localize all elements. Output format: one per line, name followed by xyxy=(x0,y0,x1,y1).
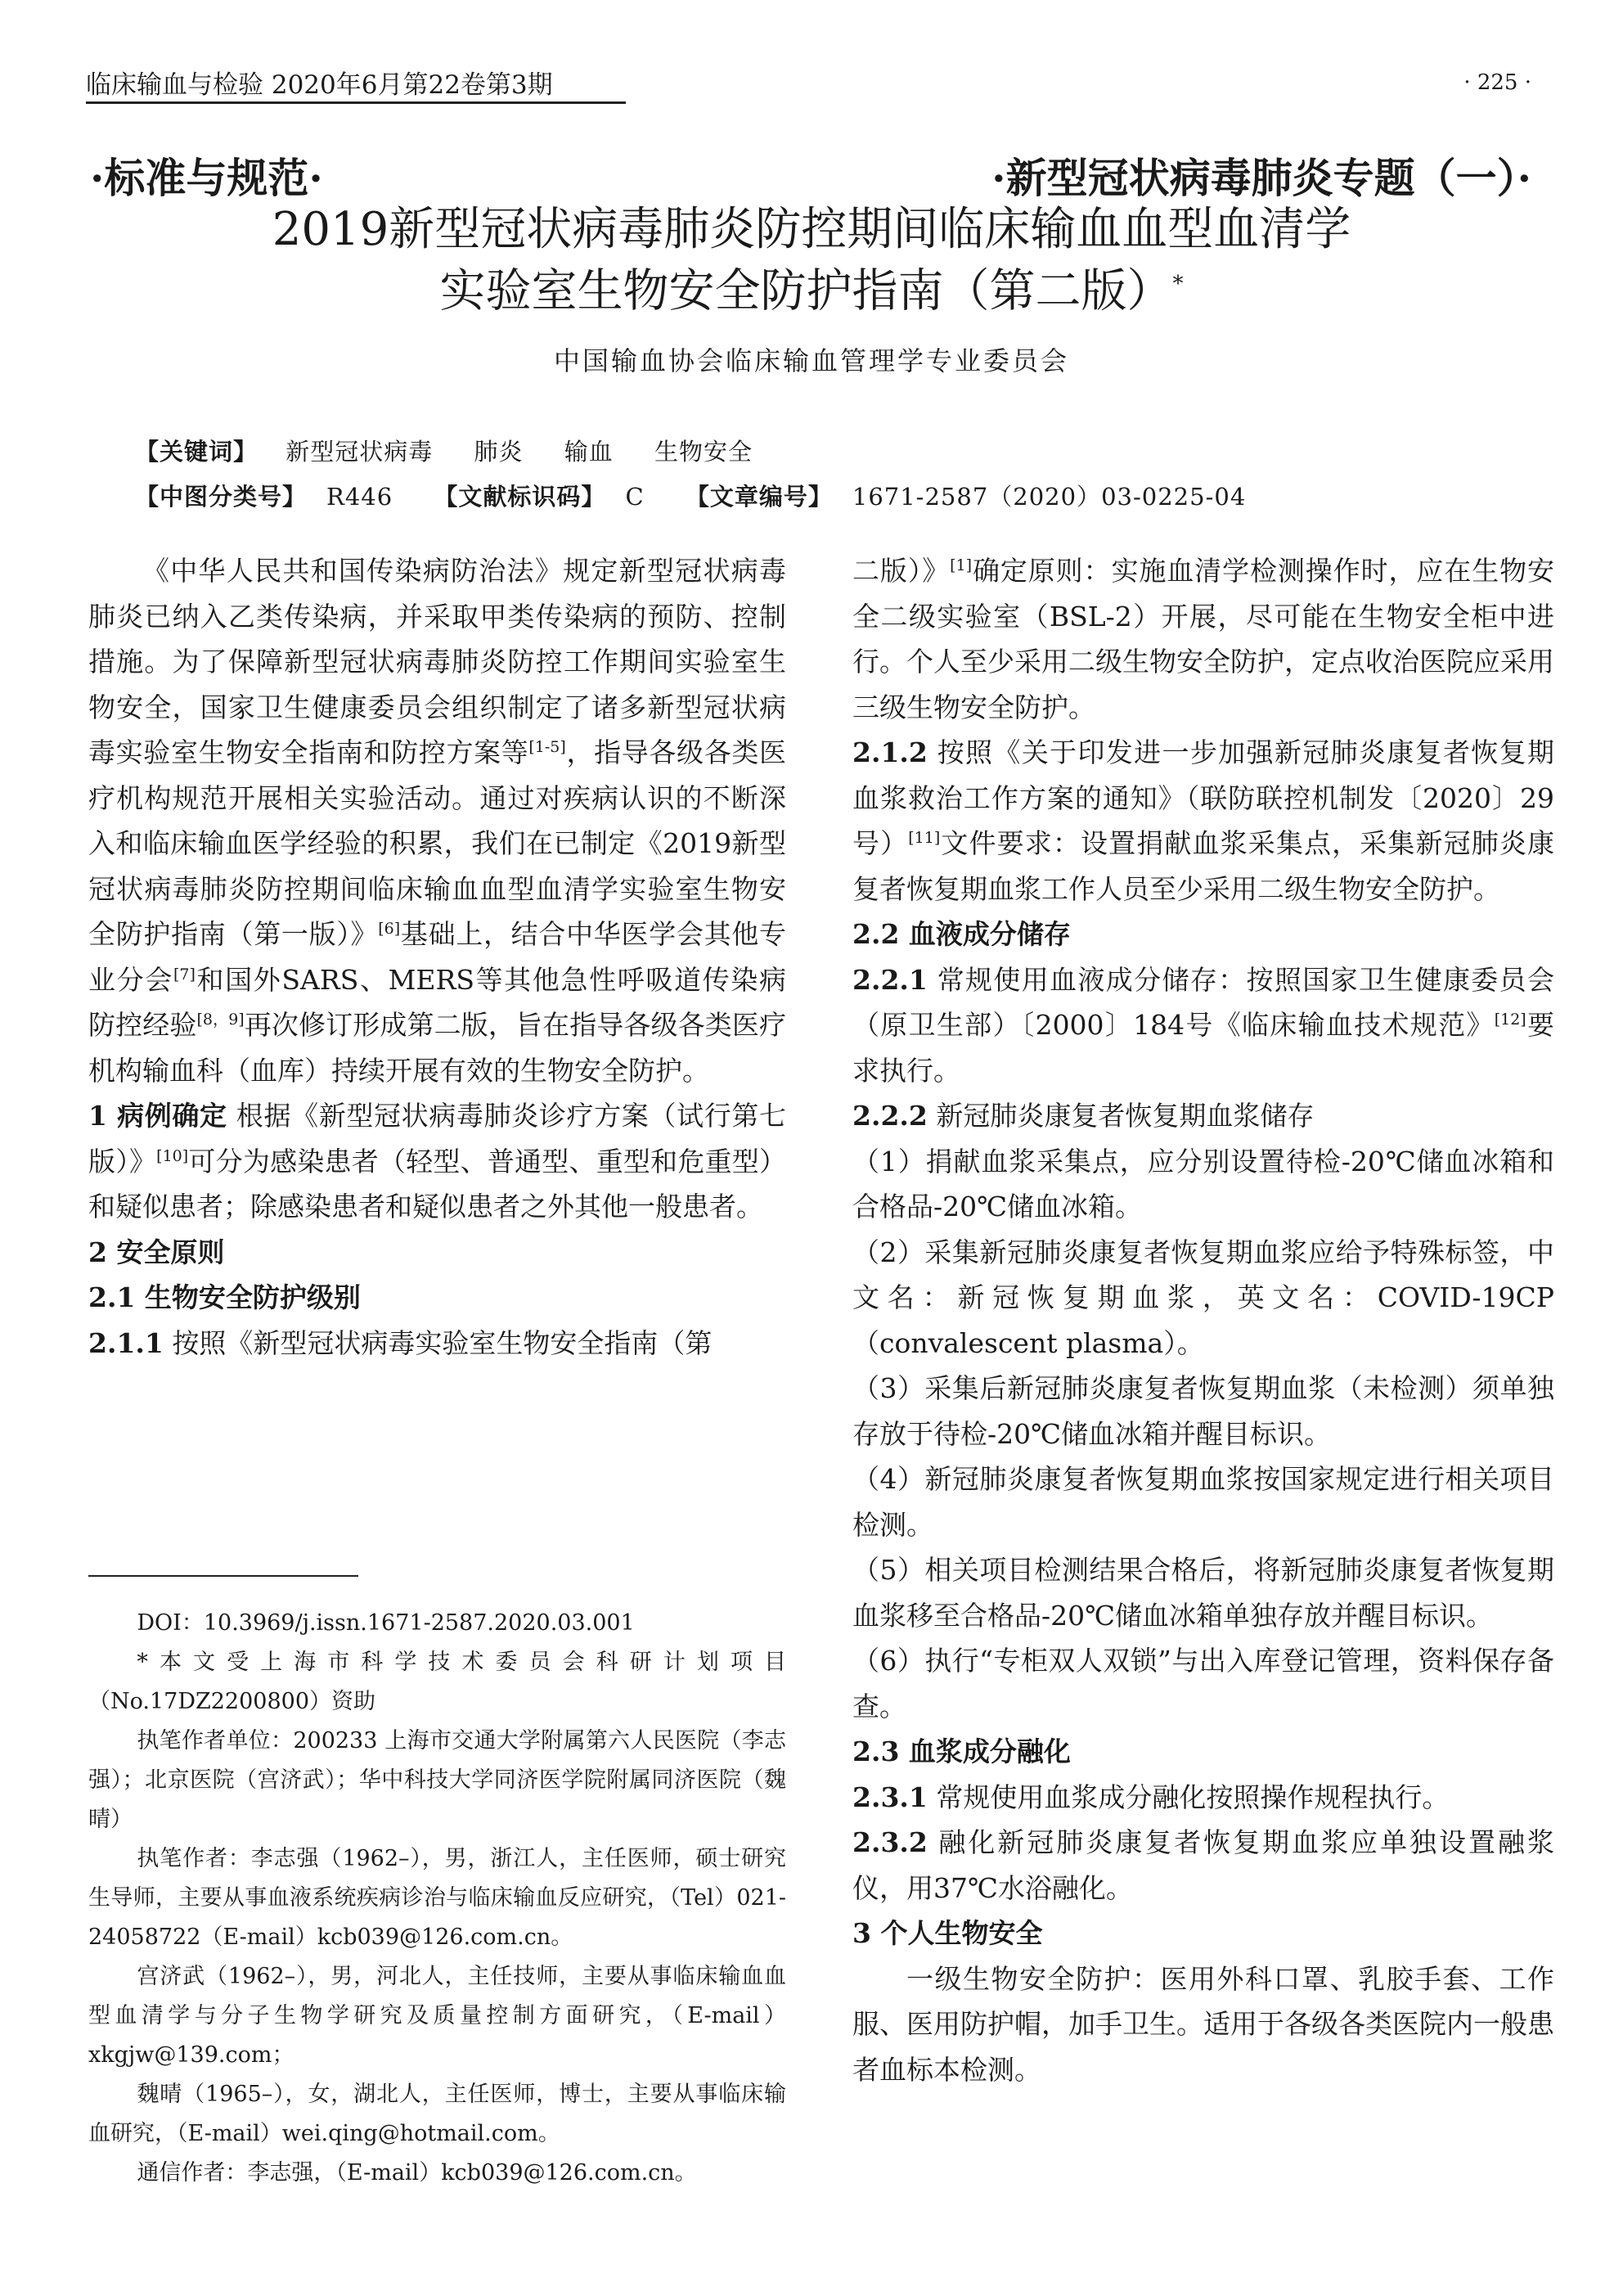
section-2-2-2-paragraph: 2.2.2 新冠肺炎康复者恢复期血浆储存 xyxy=(852,1100,1315,1132)
right-column xyxy=(852,548,1554,2092)
author-bio: 魏晴（1965–），女，湖北人，主任医师，博士，主要从事临床输血研究，（E-mail）wei.qing@hotmail.com。 xyxy=(88,2082,786,2146)
article-number-value: 1671-2587（2020）03-0225-04 xyxy=(852,483,1247,511)
section-2-1-2-heading: 2.1.2 xyxy=(852,736,928,768)
citation: [7] xyxy=(173,965,196,984)
section-2-2-heading: 2.2 血液成分储存 xyxy=(852,918,1071,950)
section-2-1-1-heading: 2.1.1 xyxy=(88,1326,164,1359)
author-bio: 宫济武（1962–），男，河北人，主任技师，主要从事临床输血血型血清学与分子生物学研究及质量控制方面研究，（E-mail）xkgjw@139.com； xyxy=(88,1964,786,2068)
corresponding-author: 通信作者：李志强，（E-mail）kcb039@126.com.cn。 xyxy=(137,2160,697,2186)
intro-paragraph: 《中华人民共和国传染病防治法》规定新型冠状病毒肺炎已纳入乙类传染病，并采取甲类传染病的预防、控制措施。为了保障新型冠状病毒肺炎防控工作期间实验室生物安全，国家卫生健康委员会组织制定了诸多新型冠状病毒实验室生物安全指南和防控方案等[1-5]，指导各级各类医疗机构规范开展相关实验活动。通过对疾病认识的不断深入和临床输血医学经验的积累，我们在已制定《2019新型冠状病毒肺炎防控期间临床输血血型血清学实验室生物安全防护指南（第一版）》[6]基础上，结合中华医学会其他专业分会[7]和国外SARS、MERS等其他急性呼吸道传染病防控经验[8，9]再次修订形成第二版，旨在指导各级各类医疗机构输血科（血库）持续开展有效的生物安全防护。 xyxy=(88,555,787,1087)
left-column xyxy=(88,548,786,1366)
section-2-1-heading: 2.1 生物安全防护级别 xyxy=(88,1281,361,1313)
citation: [1] xyxy=(950,556,973,574)
footnote-rule xyxy=(88,1575,358,1577)
list-item: （5）相关项目检测结果合格后，将新冠肺炎康复者恢复期血浆移至合格品-20℃储血冰箱单独存放并醒目标识。 xyxy=(852,1554,1554,1632)
clc-label: 【中图分类号】 xyxy=(135,483,308,511)
author-units: 执笔作者单位：200233 上海市交通大学附属第六人民医院（李志强）；北京医院（宫济武）；华中科技大学同济医学院附属同济医院（魏晴） xyxy=(88,1728,786,1832)
section-3-heading: 3 个人生物安全 xyxy=(852,1917,1043,1949)
section-2-3-2-paragraph: 2.3.2 融化新冠肺炎康复者恢复期血浆应单独设置融浆仪，用37℃水浴融化。 xyxy=(852,1826,1554,1904)
list-item: （3）采集后新冠肺炎康复者恢复期血浆（未检测）须单独存放于待检-20℃储血冰箱并醒目标识。 xyxy=(852,1372,1554,1450)
citation: [8，9] xyxy=(196,1011,245,1029)
section-2-1-1-paragraph: 2.1.1 按照《新型冠状病毒实验室生物安全指南（第 xyxy=(88,1326,713,1359)
section-2-2-1-heading: 2.2.1 xyxy=(852,963,928,996)
keyword: 肺炎 xyxy=(474,438,524,466)
author-bio: 执笔作者：李志强（1962–），男，浙江人，主任医师，硕士研究生导师，主要从事血液系统疾病诊治与临床输血反应研究，（Tel）021-24058722（E-mail）kcb039@126.com.cn。 xyxy=(88,1846,786,1950)
section-tag-standards: ·标准与规范· xyxy=(90,154,323,202)
citation: [11] xyxy=(908,829,941,847)
article-title xyxy=(0,203,1623,319)
clc-value: R446 xyxy=(326,483,393,511)
title-line-2: 实验室生物安全防护指南（第二版）* xyxy=(439,264,1184,318)
section-2-1-2-paragraph: 2.1.2 按照《关于印发进一步加强新冠肺炎康复者恢复期血浆救治工作方案的通知》（联防联控机制发〔2020〕29号）[11]文件要求：设置捐献血浆采集点，采集新冠肺炎康复者恢复期血浆工作人员至少采用二级生物安全防护。 xyxy=(852,736,1555,905)
section-2-3-2-heading: 2.3.2 xyxy=(852,1826,928,1858)
funding-note: *本文受上海市科学技术委员会科研计划项目（No.17DZ2200800）资助 xyxy=(88,1650,786,1714)
list-item: （2）采集新冠肺炎康复者恢复期血浆应给予特殊标签，中文名：新冠恢复期血浆，英文名：COVID-19CP（convalescent plasma）。 xyxy=(852,1236,1554,1359)
citation: [10] xyxy=(156,1146,189,1165)
keyword: 新型冠状病毒 xyxy=(285,438,434,466)
section-1-heading: 1 病例确定 xyxy=(88,1100,227,1132)
section-1-paragraph: 1 病例确定 根据《新型冠状病毒肺炎诊疗方案（试行第七版）》[10]可分为感染患者（轻型、普通型、重型和危重型）和疑似患者；除感染患者和疑似患者之外其他一般患者。 xyxy=(88,1100,787,1222)
citation: [1-5] xyxy=(528,738,566,756)
section-2-heading: 2 安全原则 xyxy=(88,1236,225,1268)
keywords-line xyxy=(135,434,753,467)
author-organization: 中国输血协会临床输血管理学专业委员会 xyxy=(553,345,1069,376)
doc-code-label: 【文献标识码】 xyxy=(434,483,606,511)
list-item: （1）捐献血浆采集点，应分别设置待检-20℃储血冰箱和合格品-20℃储血冰箱。 xyxy=(852,1145,1554,1222)
continued-paragraph: 二版）》[1]确定原则：实施血清学检测操作时，应在生物安全二级实验室（BSL-2）开展，尽可能在生物安全柜中进行。个人至少采用二级生物安全防护，定点收治医院应采用三级生物安全防护。 xyxy=(852,555,1555,723)
list-item: （4）新冠肺炎康复者恢复期血浆按国家规定进行相关项目检测。 xyxy=(852,1463,1554,1541)
page-number: · 225 · xyxy=(1463,70,1531,95)
journal-running-header: 临床输血与检验 2020年6月第22卷第3期 xyxy=(86,70,553,100)
section-2-2-1-paragraph: 2.2.1 常规使用血液成分储存：按照国家卫生健康委员会（原卫生部）〔2000〕184号《临床输血技术规范》[12]要求执行。 xyxy=(852,963,1554,1087)
section-2-3-1-heading: 2.3.1 xyxy=(852,1781,928,1813)
section-2-3-1-paragraph: 2.3.1 常规使用血浆成分融化按照操作规程执行。 xyxy=(852,1781,1450,1813)
section-2-2-2-heading: 2.2.2 xyxy=(852,1100,928,1132)
section-2-3-heading: 2.3 血浆成分融化 xyxy=(852,1736,1071,1767)
header-rule xyxy=(86,101,626,104)
doc-code-value: C xyxy=(625,483,645,511)
citation: [12] xyxy=(1494,1011,1526,1029)
doi: DOI：10.3969/j.issn.1671-2587.2020.03.001 xyxy=(137,1610,635,1636)
footnotes xyxy=(88,1604,786,2193)
title-footnote-mark: * xyxy=(1172,272,1184,296)
list-item: （6）执行“专柜双人双锁”与出入库登记管理，资料保存备查。 xyxy=(852,1645,1554,1722)
classification-line xyxy=(135,479,1246,512)
keywords-label: 【关键词】 xyxy=(135,438,259,466)
section-3-paragraph: 一级生物安全防护：医用外科口罩、乳胶手套、工作服、医用防护帽，加手卫生。适用于各级各类医院内一般患者血标本检测。 xyxy=(852,1962,1554,2086)
keyword: 生物安全 xyxy=(654,438,753,466)
title-line-1: 2019新型冠状病毒肺炎防控期间临床输血血型血清学 xyxy=(272,203,1351,256)
article-number-label: 【文章编号】 xyxy=(685,483,833,511)
citation: [6] xyxy=(378,920,401,938)
keyword: 输血 xyxy=(564,438,614,466)
section-tag-special-topic: ·新型冠状病毒肺炎专题（一）· xyxy=(991,154,1531,202)
